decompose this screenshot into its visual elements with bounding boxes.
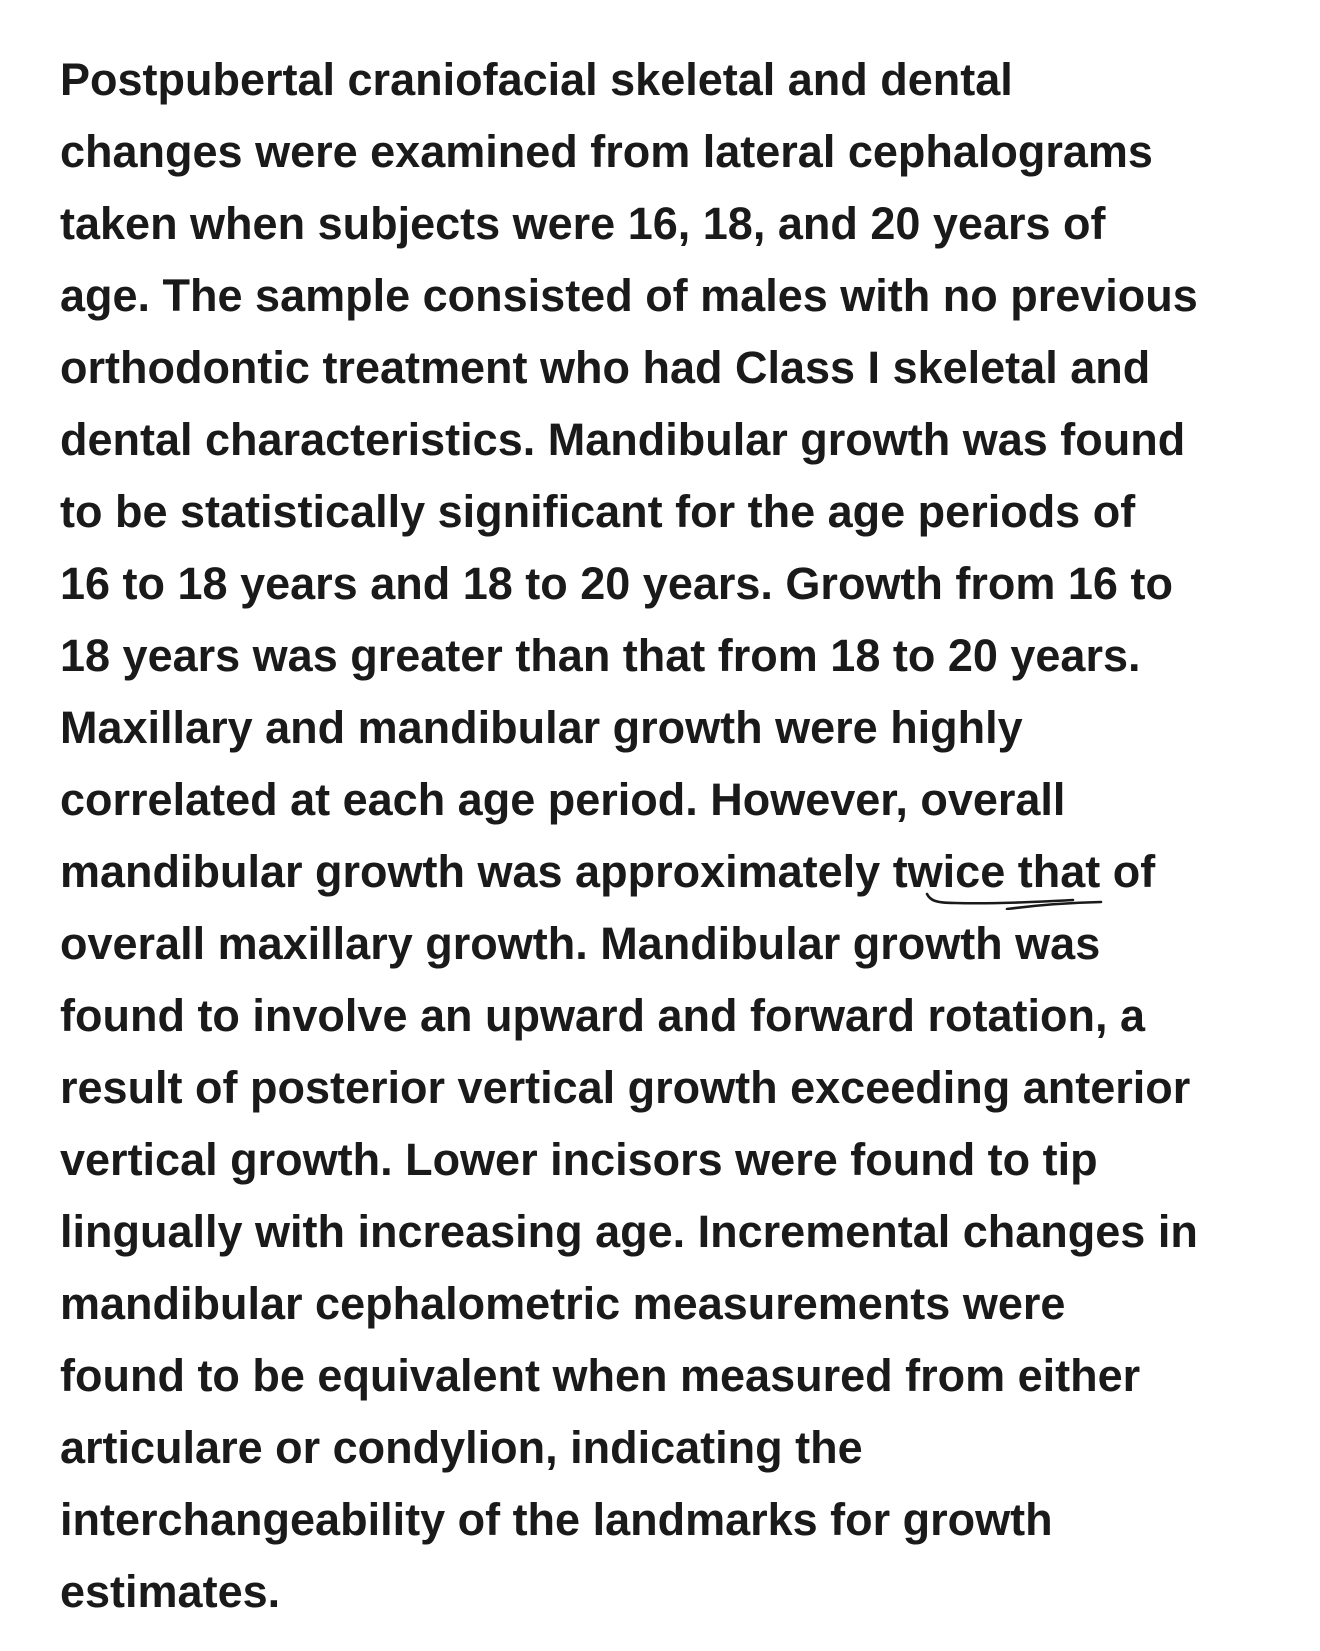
- text-line: articulare or condylion, indicating the: [60, 1422, 863, 1473]
- underlined-word-twice: twice: [892, 846, 1006, 897]
- abstract-paragraph: [60, 44, 1300, 1628]
- text-line: age. The sample consisted of males with no previous: [60, 270, 1198, 321]
- text-line: overall maxillary growth. Mandibular growth was: [60, 918, 1101, 969]
- text-segment: mandibular growth was approximately: [60, 846, 893, 897]
- text-line: taken when subjects were 16, 18, and 20 years of: [60, 198, 1106, 249]
- text-segment: that of: [1005, 846, 1156, 897]
- text-line: to be statistically significant for the age periods of: [60, 486, 1136, 537]
- text-line: estimates.: [60, 1566, 281, 1617]
- text-line: 18 years was greater than that from 18 to 20 years.: [60, 630, 1141, 681]
- text-line: Maxillary and mandibular growth were highly: [60, 702, 1023, 753]
- text-line: found to be equivalent when measured from either: [60, 1350, 1141, 1401]
- text-line: lingually with increasing age. Incremental changes in: [60, 1206, 1198, 1257]
- text-line: changes were examined from lateral cephalograms: [60, 126, 1153, 177]
- text-line: found to involve an upward and forward rotation, a: [60, 990, 1146, 1041]
- text-line: dental characteristics. Mandibular growth was found: [60, 414, 1186, 465]
- text-line: 16 to 18 years and 18 to 20 years. Growth from 16 to: [60, 558, 1173, 609]
- text-line: Postpubertal craniofacial skeletal and dental: [60, 54, 1013, 105]
- text-line: correlated at each age period. However, overall: [60, 774, 1066, 825]
- text-line: mandibular cephalometric measurements were: [60, 1278, 1066, 1329]
- text-line: result of posterior vertical growth exceeding anterior: [60, 1062, 1191, 1113]
- text-line: vertical growth. Lower incisors were found to tip: [60, 1134, 1098, 1185]
- text-line: orthodontic treatment who had Class I skeletal and: [60, 342, 1151, 393]
- text-line: interchangeability of the landmarks for growth: [60, 1494, 1053, 1545]
- text-line-with-annotation: [60, 836, 1300, 908]
